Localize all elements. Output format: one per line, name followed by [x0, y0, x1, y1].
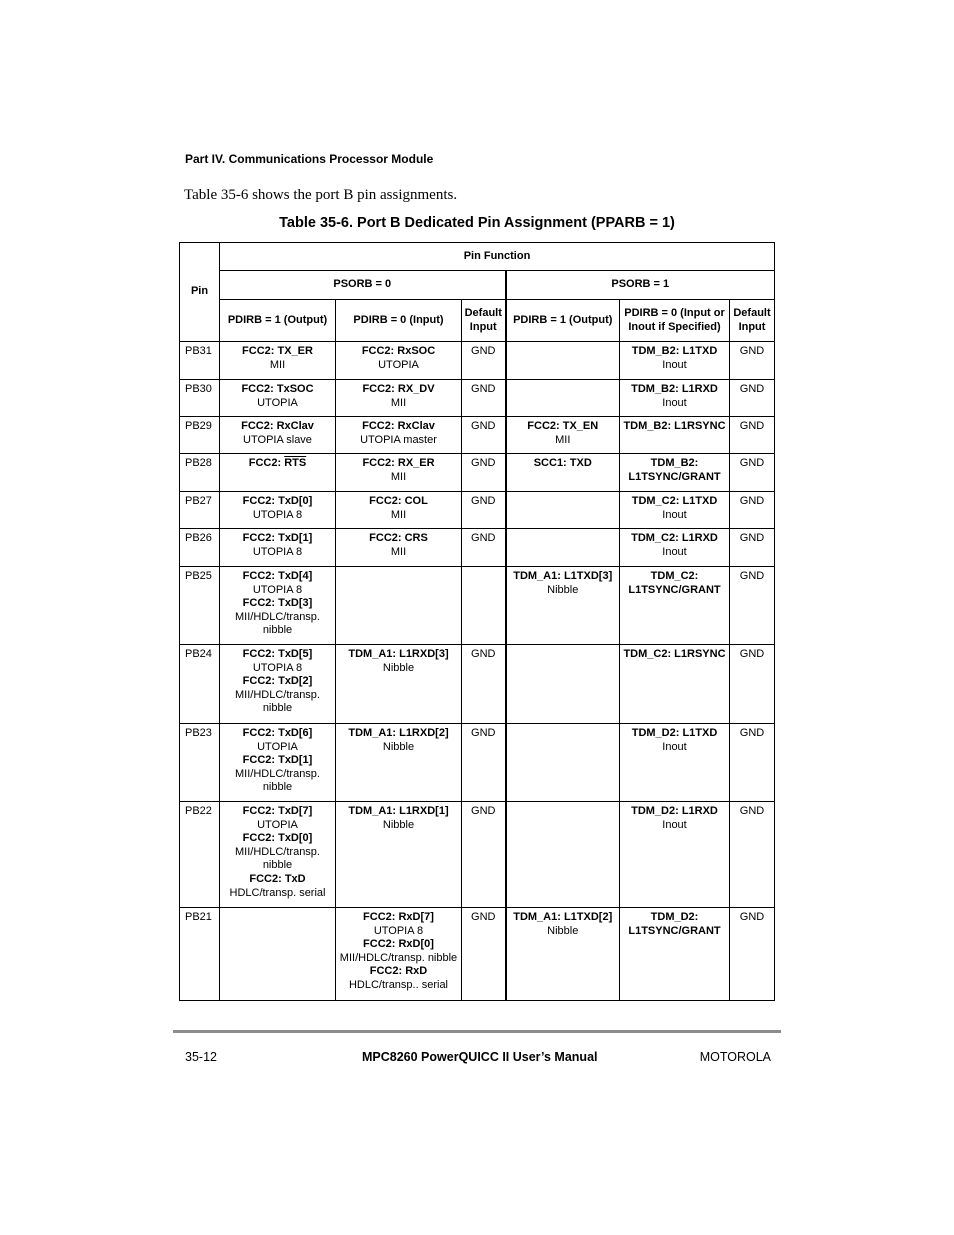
cell-line: FCC2: TxD[0] [242, 495, 313, 507]
pin-cell: PB27 [180, 492, 220, 529]
cell-line: TDM_C2: L1RXD [631, 532, 718, 544]
pin-cell: PB28 [180, 454, 220, 492]
cell-line: MII [390, 470, 407, 483]
cell-line: MII [390, 545, 407, 558]
pin-cell: PB26 [180, 529, 220, 567]
cell-line: UTOPIA 8 [252, 508, 303, 521]
cell-line: FCC2: TxD[4] [242, 570, 313, 582]
cell-line: FCC2: TxD[1] [242, 754, 313, 767]
psorb0-input-cell [336, 802, 462, 908]
cell-line: FCC2: TX_EN [527, 420, 599, 432]
psorb1-output-cell [506, 342, 620, 380]
table-caption: Table 35-6. Port B Dedicated Pin Assignment (PPARB = 1) [279, 215, 675, 231]
psorb1-default-cell: GND [730, 380, 775, 417]
psorb0-output-cell [220, 417, 336, 454]
cell-line: FCC2: RX_DV [362, 383, 435, 395]
cell-line: UTOPIA [378, 358, 419, 371]
manual-title: MPC8260 PowerQUICC II User’s Manual [362, 1050, 598, 1064]
psorb1-default-cell: GND [730, 724, 775, 802]
cell-line: Nibble [547, 583, 579, 596]
cell-line: Inout [662, 396, 687, 409]
cell-line: UTOPIA [257, 740, 298, 753]
psorb0-input-cell [336, 492, 462, 529]
psorb1-input-cell [620, 492, 730, 529]
cell-line: TDM_D2: L1RXD [631, 805, 718, 817]
psorb0-output-cell [220, 908, 336, 1001]
cell-line: MII [390, 508, 407, 521]
cell-line: MII/HDLC/transp. nibble [339, 951, 458, 964]
psorb0-default-cell: GND [462, 802, 506, 908]
psorb0-default-cell: GND [462, 492, 506, 529]
cell-line: FCC2: RxD [369, 965, 428, 978]
table-body [180, 342, 775, 1001]
cell-line: FCC2: RX_ER [362, 457, 435, 469]
cell-line: Nibble [382, 818, 415, 831]
cell-line: UTOPIA 8 [252, 545, 303, 558]
cell-line: TDM_C2: L1RSYNC [623, 648, 726, 660]
psorb0-input-cell [336, 567, 462, 645]
publisher: MOTOROLA [699, 1050, 771, 1064]
psorb0-default-cell: GND [462, 908, 506, 1001]
psorb0-output-cell [220, 529, 336, 567]
psorb0-output-cell [220, 342, 336, 380]
table-row [180, 908, 775, 1001]
cell-line: TDM_D2: [650, 911, 699, 923]
psorb1-output-cell [506, 417, 620, 454]
pin-cell: PB22 [180, 802, 220, 908]
cell-line: Nibble [382, 661, 415, 674]
psorb1-default-cell: GND [730, 802, 775, 908]
footer-rule [173, 1030, 781, 1033]
pin-cell: PB29 [180, 417, 220, 454]
cell-line: Nibble [547, 924, 579, 937]
cell-line: UTOPIA 8 [252, 583, 303, 596]
cell-line: TDM_B2: L1RXD [631, 383, 718, 395]
header-pdirb1-output-a: PDIRB = 1 (Output) [220, 300, 336, 342]
header-default-b-line1: Default [733, 306, 771, 319]
cell-line: MII/HDLC/transp. [235, 845, 320, 858]
cell-line: FCC2: TxD[6] [242, 727, 313, 739]
pin-cell: PB21 [180, 908, 220, 1001]
cell-line: MII [390, 396, 407, 409]
psorb0-output-cell [220, 567, 336, 645]
page-number: 35-12 [185, 1050, 217, 1064]
header-pdirb1-output-b: PDIRB = 1 (Output) [506, 300, 620, 342]
cell-line: TDM_A1: L1RXD[1] [348, 805, 449, 817]
header-pin-function: Pin Function [220, 243, 775, 271]
psorb1-input-cell [620, 454, 730, 492]
psorb1-input-cell [620, 380, 730, 417]
psorb0-input-cell [336, 724, 462, 802]
psorb0-input-cell [336, 529, 462, 567]
psorb0-output-cell [220, 802, 336, 908]
psorb1-output-cell [506, 908, 620, 1001]
psorb1-output-cell [506, 454, 620, 492]
table-row [180, 380, 775, 417]
cell-line: FCC2: RxD[7] [363, 911, 434, 923]
cell-line: UTOPIA 8 [252, 661, 303, 674]
psorb0-input-cell [336, 454, 462, 492]
psorb1-default-cell: GND [730, 454, 775, 492]
psorb0-output-cell [220, 380, 336, 417]
psorb1-input-cell [620, 802, 730, 908]
psorb0-input-cell [336, 417, 462, 454]
header-pdirb0-b-line2: Inout if Specified) [628, 320, 721, 333]
cell-line: FCC2: TxD[1] [242, 532, 313, 544]
cell-line: HDLC/transp.. serial [348, 978, 449, 991]
cell-line: nibble [262, 702, 293, 715]
psorb1-input-cell [620, 529, 730, 567]
psorb0-output-cell [220, 454, 336, 492]
cell-line: Inout [662, 358, 687, 371]
header-default-input-a [462, 300, 506, 342]
psorb0-input-cell [336, 908, 462, 1001]
cell-line: FCC2: CRS [369, 532, 428, 544]
table-row [180, 529, 775, 567]
psorb0-default-cell: GND [462, 529, 506, 567]
psorb1-default-cell: GND [730, 567, 775, 645]
cell-line: Inout [662, 818, 687, 831]
psorb1-input-cell [620, 417, 730, 454]
cell-line: MII/HDLC/transp. [235, 610, 320, 623]
cell-line: FCC2: TxD[0] [242, 832, 313, 845]
cell-line: nibble [262, 781, 293, 794]
psorb0-output-cell [220, 492, 336, 529]
pin-cell: PB31 [180, 342, 220, 380]
cell-line: FCC2: TxSOC [241, 383, 314, 395]
pin-cell: PB30 [180, 380, 220, 417]
active-low-signal: $\overline{RTS}$ [284, 457, 307, 469]
cell-line: FCC2: RxClav [241, 420, 314, 432]
cell-line: UTOPIA master [360, 433, 437, 446]
cell-line: Inout [662, 508, 687, 521]
psorb0-input-cell [336, 645, 462, 724]
running-head: Part IV. Communications Processor Module [185, 152, 434, 166]
cell-line: TDM_A1: L1RXD[2] [348, 727, 449, 739]
cell-line: UTOPIA slave [243, 433, 312, 446]
table-row [180, 645, 775, 724]
cell-line: nibble [262, 624, 293, 637]
cell-line: HDLC/transp. serial [229, 886, 326, 899]
table-header [180, 243, 775, 342]
cell-line: Inout [662, 740, 687, 753]
cell-line: TDM_A1: L1TXD[3] [513, 570, 613, 582]
cell-line: MII/HDLC/transp. [235, 767, 320, 780]
cell-line: FCC2: TX_ER [242, 345, 313, 357]
psorb1-input-cell [620, 908, 730, 1001]
cell-line [220, 457, 335, 471]
cell-line: Nibble [382, 740, 415, 753]
pin-cell: PB23 [180, 724, 220, 802]
psorb1-default-cell: GND [730, 908, 775, 1001]
psorb0-output-cell [220, 724, 336, 802]
psorb1-default-cell: GND [730, 529, 775, 567]
table-row [180, 492, 775, 529]
cell-line: TDM_C2: [650, 570, 699, 582]
pin-assignment-table [179, 242, 775, 1001]
header-psorb1: PSORB = 1 [506, 271, 775, 300]
cell-line: FCC2: RxD[0] [363, 938, 434, 951]
header-default-a-line2: Input [469, 320, 497, 333]
psorb1-output-cell [506, 724, 620, 802]
table-row [180, 802, 775, 908]
psorb0-default-cell: GND [462, 724, 506, 802]
cell-line: L1TSYNC/GRANT [628, 924, 721, 937]
cell-line: SCC1: TXD [533, 457, 592, 469]
psorb1-input-cell [620, 342, 730, 380]
table-row [180, 724, 775, 802]
header-default-b-line2: Input [738, 320, 766, 333]
cell-line: MII/HDLC/transp. [235, 688, 320, 701]
cell-line-prefix: FCC2: [248, 457, 285, 469]
cell-line: MII [269, 358, 286, 371]
psorb1-output-cell [506, 380, 620, 417]
cell-line: FCC2: TxD[2] [242, 675, 313, 688]
psorb0-default-cell: GND [462, 454, 506, 492]
psorb0-default-cell: GND [462, 645, 506, 724]
cell-line: TDM_C2: L1TXD [631, 495, 718, 507]
psorb1-default-cell: GND [730, 645, 775, 724]
psorb1-output-cell [506, 802, 620, 908]
cell-line: FCC2: COL [369, 495, 428, 507]
psorb0-default-cell: GND [462, 342, 506, 380]
psorb0-default-cell [462, 567, 506, 645]
psorb1-input-cell [620, 724, 730, 802]
psorb1-output-cell [506, 567, 620, 645]
psorb0-default-cell: GND [462, 380, 506, 417]
header-default-a-line1: Default [464, 306, 502, 319]
cell-line: FCC2: TxD [249, 872, 306, 885]
cell-line: TDM_D2: L1TXD [631, 727, 718, 739]
header-psorb0: PSORB = 0 [220, 271, 506, 300]
header-pdirb0-b-line1: PDIRB = 0 (Input or [624, 306, 725, 319]
cell-line: MII [555, 433, 571, 446]
cell-line: TDM_A1: L1RXD[3] [348, 648, 449, 660]
table-row [180, 567, 775, 645]
header-default-input-b [730, 300, 775, 342]
table-row [180, 417, 775, 454]
table-row [180, 342, 775, 380]
cell-line: FCC2: RxClav [362, 420, 435, 432]
psorb0-input-cell [336, 342, 462, 380]
pin-cell: PB24 [180, 645, 220, 724]
psorb1-input-cell [620, 567, 730, 645]
intro-text: Table 35-6 shows the port B pin assignments. [184, 187, 458, 203]
cell-line: TDM_B2: L1RSYNC [623, 420, 726, 432]
header-pin: Pin [180, 243, 220, 342]
cell-line: FCC2: TxD[3] [242, 597, 313, 610]
cell-line: UTOPIA [257, 818, 298, 831]
psorb0-default-cell: GND [462, 417, 506, 454]
psorb1-default-cell: GND [730, 492, 775, 529]
psorb1-default-cell: GND [730, 342, 775, 380]
cell-line: UTOPIA [257, 396, 298, 409]
cell-line: TDM_B2: [650, 457, 699, 469]
pin-cell: PB25 [180, 567, 220, 645]
cell-line: FCC2: RxSOC [361, 345, 436, 357]
cell-line: Inout [662, 545, 687, 558]
psorb1-output-cell [506, 492, 620, 529]
psorb1-input-cell [620, 645, 730, 724]
cell-line: TDM_B2: L1TXD [631, 345, 718, 357]
cell-line: TDM_A1: L1TXD[2] [513, 911, 613, 923]
header-pdirb0-input-b [620, 300, 730, 342]
cell-line: UTOPIA 8 [373, 924, 424, 937]
cell-line: FCC2: TxD[5] [242, 648, 313, 660]
psorb0-input-cell [336, 380, 462, 417]
psorb1-default-cell: GND [730, 417, 775, 454]
table-row [180, 454, 775, 492]
header-pdirb0-input-a: PDIRB = 0 (Input) [336, 300, 462, 342]
cell-line: FCC2: TxD[7] [242, 805, 313, 817]
cell-line: L1TSYNC/GRANT [628, 470, 721, 483]
psorb1-output-cell [506, 645, 620, 724]
psorb1-output-cell [506, 529, 620, 567]
cell-line: L1TSYNC/GRANT [628, 583, 721, 596]
psorb0-output-cell [220, 645, 336, 724]
cell-line: nibble [262, 859, 293, 872]
